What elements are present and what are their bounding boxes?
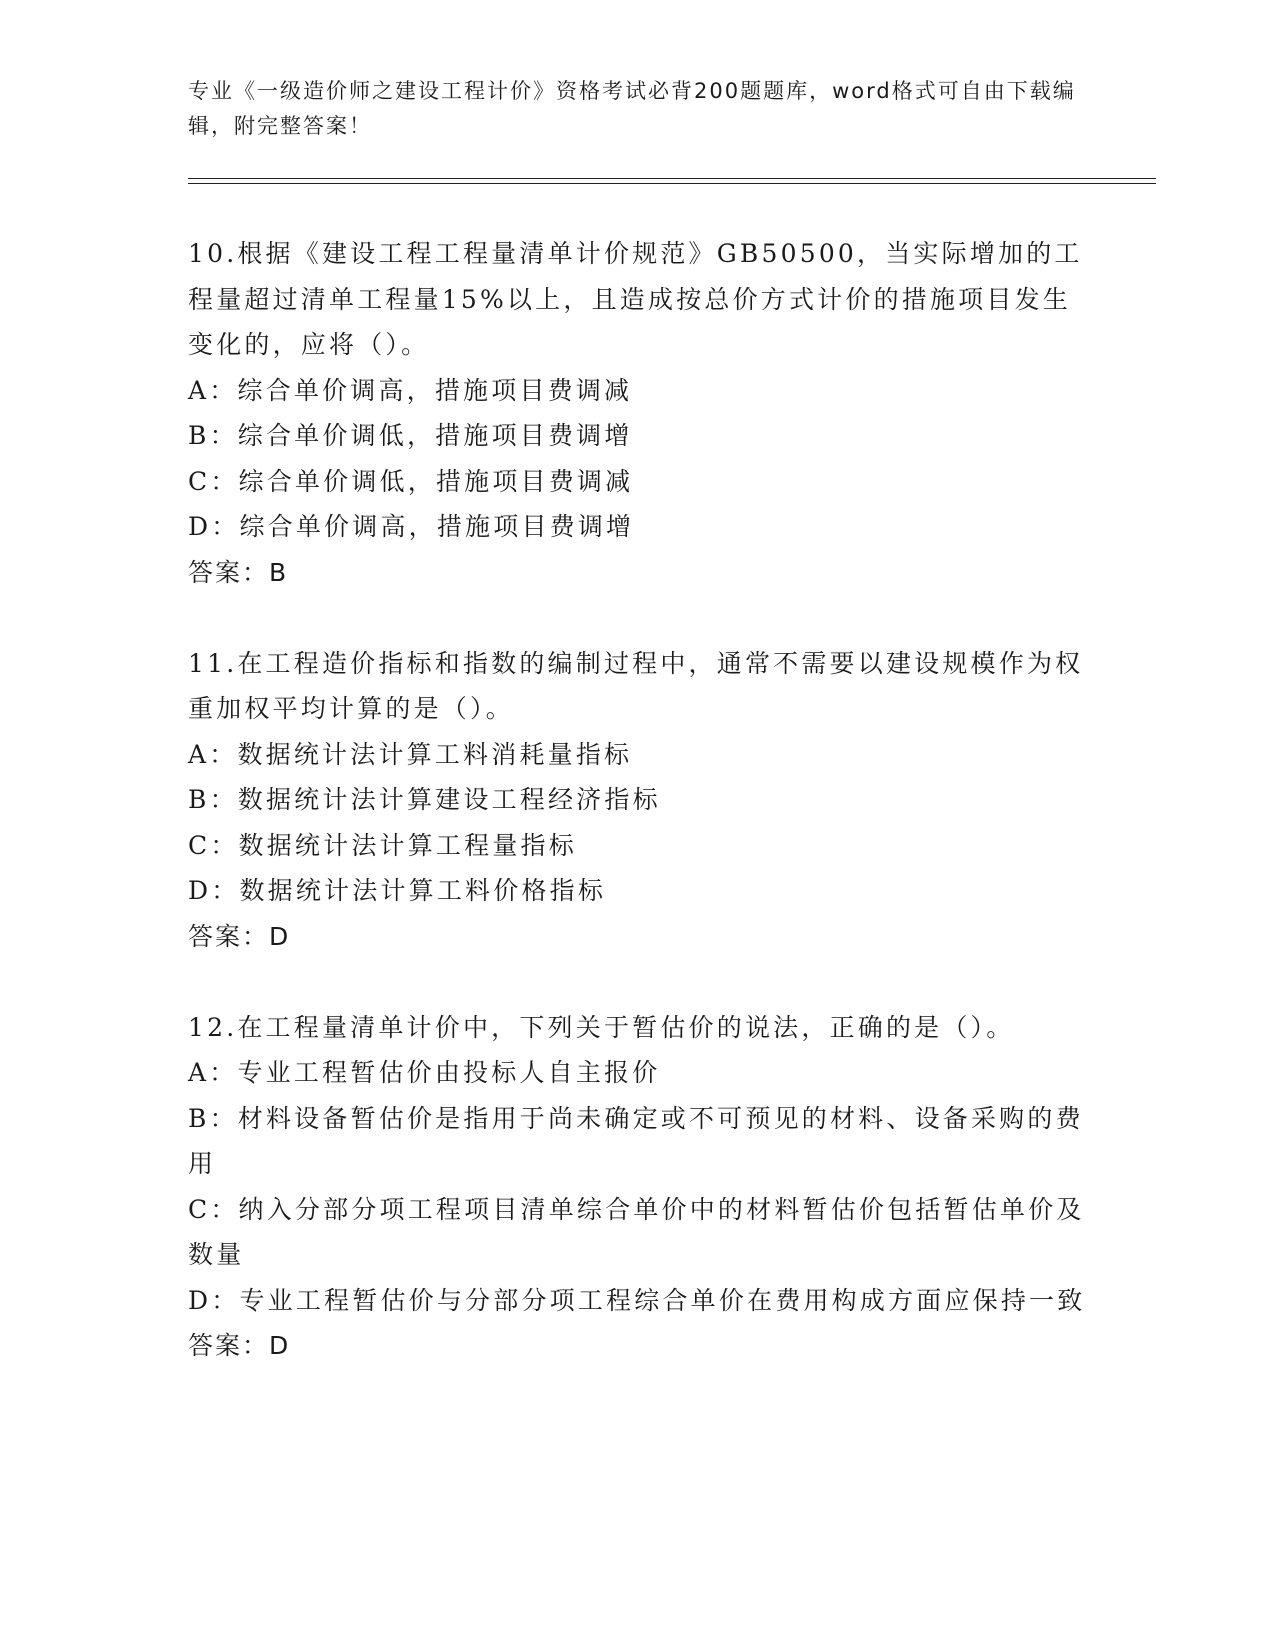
question-stem: 10.根据《建设工程工程量清单计价规范》GB50500，当实际增加的工程量超过清单工程量15%以上，且造成按总价方式计价的措施项目发生变化的，应将（）。: [188, 239, 1083, 359]
answer: 答案：D: [188, 1331, 291, 1360]
option-a: A：数据统计法计算工料消耗量指标: [188, 739, 633, 769]
option-c: C：数据统计法计算工程量指标: [188, 830, 577, 860]
option-b: B：综合单价调低，措施项目费调增: [188, 421, 633, 450]
question-11: [188, 641, 1088, 960]
header-divider-top: [188, 178, 1156, 179]
option-c: C：综合单价调低，措施项目费调减: [188, 466, 634, 496]
option-c: C：纳入分部分项工程项目清单综合单价中的材料暂估价包括暂估单价及数量: [188, 1194, 1085, 1269]
option-d: D：综合单价调高，措施项目费调增: [188, 512, 635, 541]
option-d: D：专业工程暂估价与分部分项工程综合单价在费用构成方面应保持一致: [188, 1285, 1086, 1315]
answer: 答案：D: [188, 921, 291, 951]
header-divider-bottom: [188, 183, 1156, 184]
answer: 答案：B: [188, 557, 289, 587]
question-stem: 12.在工程量清单计价中，下列关于暂估价的说法，正确的是（）。: [188, 1012, 1015, 1042]
option-b: B：数据统计法计算建设工程经济指标: [188, 785, 661, 814]
question-stem: 11.在工程造价指标和指数的编制过程中，通常不需要以建设规模作为权重加权平均计算的是（）。: [188, 648, 1084, 723]
option-a: A：综合单价调高，措施项目费调减: [188, 375, 633, 405]
question-10: [188, 231, 1088, 595]
question-12: [188, 1005, 1088, 1369]
header-title: 专业《一级造价师之建设工程计价》资格考试必背200题题库，word格式可自由下载编辑，附完整答案！: [188, 79, 1076, 138]
option-d: D：数据统计法计算工料价格指标: [188, 876, 607, 905]
question-list: [188, 231, 1088, 1369]
option-a: A：专业工程暂估价由投标人自主报价: [188, 1058, 661, 1087]
option-b: B：材料设备暂估价是指用于尚未确定或不可预见的材料、设备采购的费用: [188, 1103, 1084, 1178]
document-header: [188, 74, 1088, 144]
